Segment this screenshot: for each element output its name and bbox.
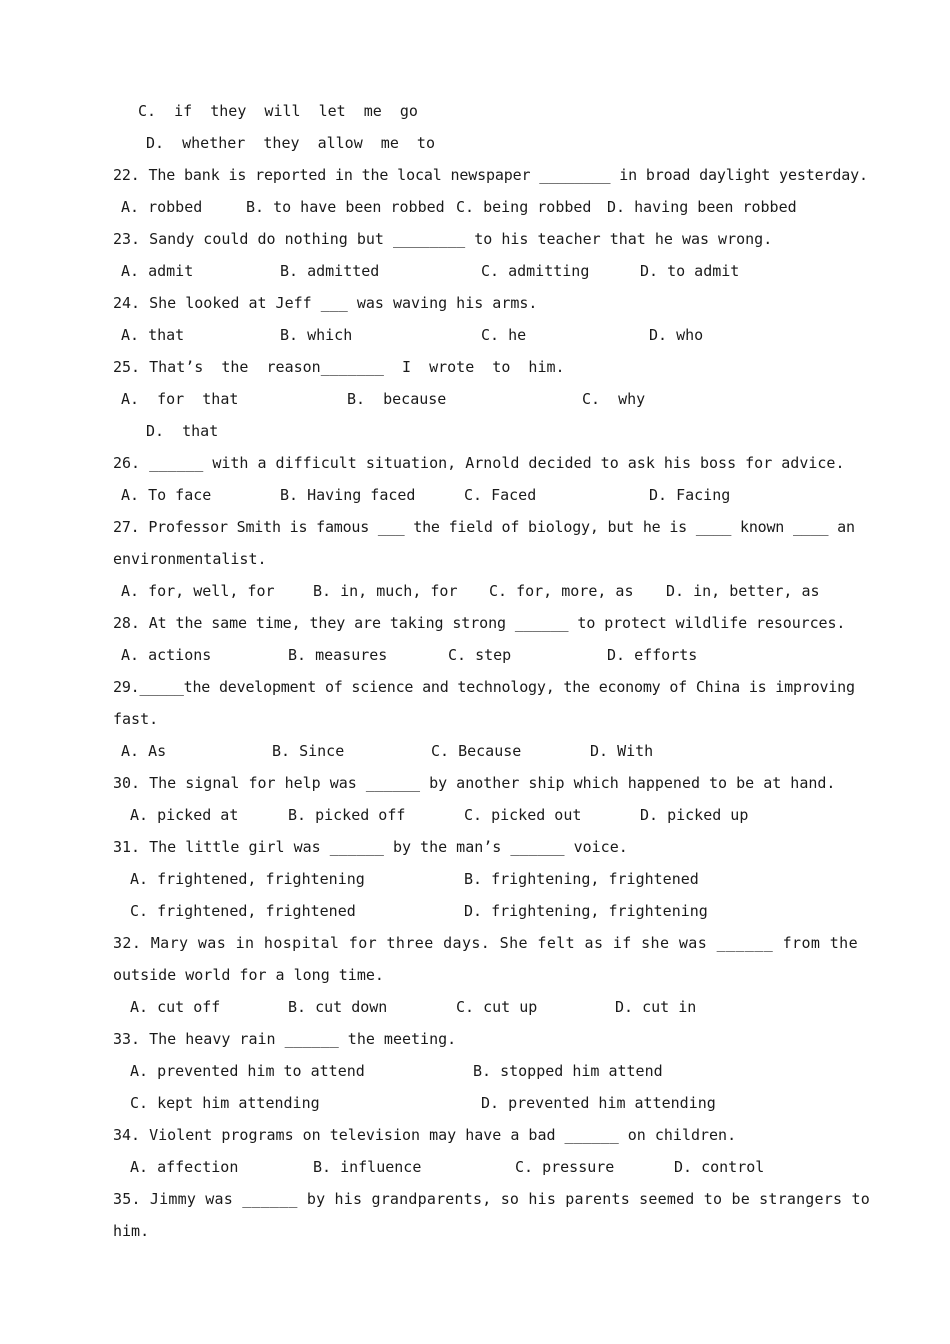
question-24: 24. She looked at Jeff ___ was waving his arms.	[113, 294, 538, 312]
option-28-b: B. measures	[288, 646, 388, 664]
option-24-b: B. which	[280, 326, 353, 344]
option-26-c: C. Faced	[464, 486, 537, 504]
option-27-c: C. for, more, as	[489, 582, 634, 600]
option-34-d: D. control	[674, 1158, 765, 1176]
option-23-a: A. admit	[121, 262, 194, 280]
option-33-a: A. prevented him to attend	[130, 1062, 365, 1080]
option-31-a: A. frightened, frightening	[130, 870, 365, 888]
option-34-b: B. influence	[313, 1158, 422, 1176]
option-33-c: C. kept him attending	[130, 1094, 320, 1112]
option-25-a: A. for that	[121, 390, 239, 408]
option-30-b: B. picked off	[288, 806, 406, 824]
option-31-b: B. frightening, frightened	[464, 870, 699, 888]
option-24-c: C. he	[481, 326, 527, 344]
question-23: 23. Sandy could do nothing but ________ to his teacher that he was wrong.	[113, 230, 773, 248]
option-31-c: C. frightened, frightened	[130, 902, 356, 920]
option-23-d: D. to admit	[640, 262, 740, 280]
question-31: 31. The little girl was ______ by the man’s ______ voice.	[113, 838, 628, 856]
question-22: 22. The bank is reported in the local newspaper ________ in broad daylight yesterday.	[113, 166, 868, 184]
question-35-continuation: him.	[113, 1222, 150, 1240]
option-line: D. whether they allow me to	[146, 134, 435, 152]
option-34-a: A. affection	[130, 1158, 239, 1176]
option-34-c: C. pressure	[515, 1158, 615, 1176]
option-line: C. if they will let me go	[138, 102, 418, 120]
question-27: 27. Professor Smith is famous ___ the field of biology, but he is ____ known ____ an	[113, 518, 855, 536]
option-26-d: D. Facing	[649, 486, 731, 504]
question-29: 29._____the development of science and technology, the economy of China is improving	[113, 678, 855, 696]
option-29-b: B. Since	[272, 742, 345, 760]
option-24-d: D. who	[649, 326, 704, 344]
option-23-c: C. admitting	[481, 262, 590, 280]
question-26: 26. ______ with a difficult situation, Arnold decided to ask his boss for advice.	[113, 454, 845, 472]
question-29-continuation: fast.	[113, 710, 159, 728]
option-22-a: A. robbed	[121, 198, 203, 216]
option-28-a: A. actions	[121, 646, 212, 664]
option-30-d: D. picked up	[640, 806, 749, 824]
option-29-a: A. As	[121, 742, 167, 760]
option-30-c: C. picked out	[464, 806, 582, 824]
option-32-b: B. cut down	[288, 998, 388, 1016]
option-32-d: D. cut in	[615, 998, 697, 1016]
option-23-b: B. admitted	[280, 262, 380, 280]
option-32-c: C. cut up	[456, 998, 538, 1016]
option-25-b: B. because	[347, 390, 447, 408]
option-33-d: D. prevented him attending	[481, 1094, 716, 1112]
question-35: 35. Jimmy was ______ by his grandparents, so his parents seemed to be strangers to	[113, 1190, 870, 1208]
option-22-c: C. being robbed	[456, 198, 592, 216]
option-22-b: B. to have been robbed	[246, 198, 445, 216]
option-33-b: B. stopped him attend	[473, 1062, 663, 1080]
option-22-d: D. having been robbed	[607, 198, 797, 216]
option-31-d: D. frightening, frightening	[464, 902, 708, 920]
question-27-continuation: environmentalist.	[113, 550, 267, 568]
option-32-a: A. cut off	[130, 998, 221, 1016]
question-30: 30. The signal for help was ______ by another ship which happened to be at hand.	[113, 774, 836, 792]
question-34: 34. Violent programs on television may have a bad ______ on children.	[113, 1126, 737, 1144]
option-29-d: D. With	[590, 742, 654, 760]
question-25: 25. That’s the reason_______ I wrote to him.	[113, 358, 565, 376]
question-32: 32. Mary was in hospital for three days. She felt as if she was ______ from the	[113, 934, 859, 952]
question-28: 28. At the same time, they are taking strong ______ to protect wildlife resources.	[113, 614, 846, 632]
option-26-a: A. To face	[121, 486, 212, 504]
option-24-a: A. that	[121, 326, 185, 344]
option-27-b: B. in, much, for	[313, 582, 458, 600]
option-28-c: C. step	[448, 646, 512, 664]
option-28-d: D. efforts	[607, 646, 698, 664]
option-26-b: B. Having faced	[280, 486, 416, 504]
option-27-a: A. for, well, for	[121, 582, 275, 600]
question-33: 33. The heavy rain ______ the meeting.	[113, 1030, 457, 1048]
option-27-d: D. in, better, as	[666, 582, 820, 600]
question-32-continuation: outside world for a long time.	[113, 966, 384, 984]
option-25-c: C. why	[582, 390, 646, 408]
option-29-c: C. Because	[431, 742, 522, 760]
option-30-a: A. picked at	[130, 806, 239, 824]
option-25-d: D. that	[146, 422, 219, 440]
